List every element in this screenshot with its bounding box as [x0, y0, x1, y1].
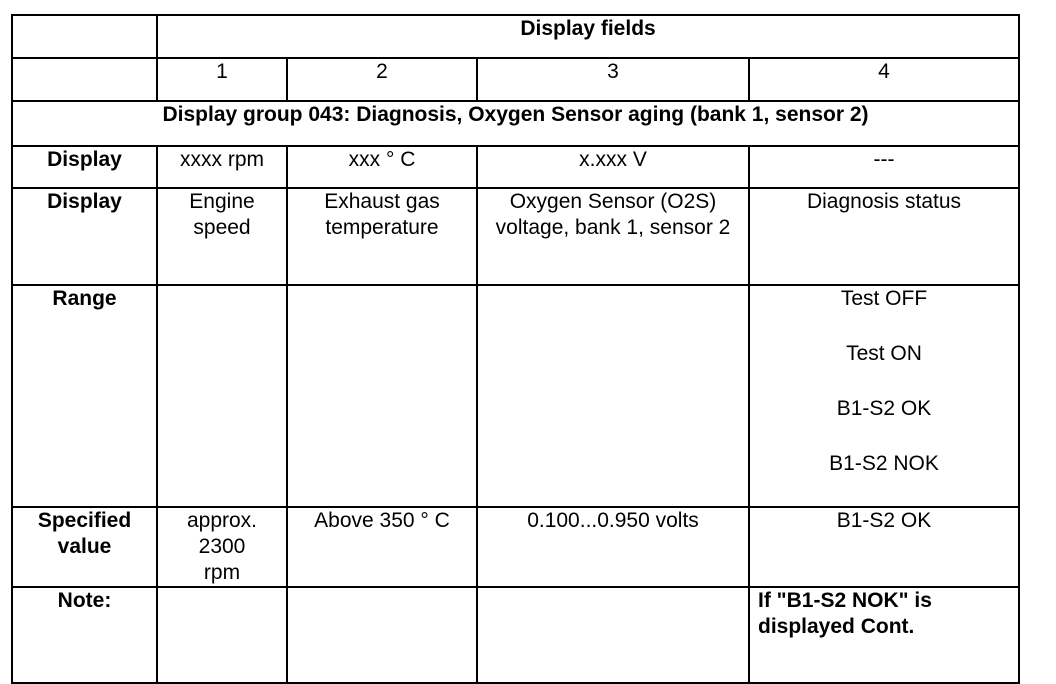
range-values-list	[750, 286, 1018, 506]
range-field-2	[287, 285, 477, 507]
header-row-display-fields	[12, 15, 1019, 58]
display-desc-field-3: Oxygen Sensor (O2S) voltage, bank 1, sensor 2	[477, 188, 749, 285]
display-unit-field-3: x.xxx V	[477, 146, 749, 188]
row-label-range: Range	[12, 285, 157, 507]
specified-value-row	[12, 507, 1019, 587]
range-value-b1-s2-nok: B1-S2 NOK	[829, 452, 939, 475]
row-label-specified-value: Specified value	[12, 507, 157, 587]
display-unit-field-4: ---	[749, 146, 1019, 188]
display-description-row	[12, 188, 1019, 285]
note-field-1	[157, 587, 287, 683]
note-field-4: If "B1-S2 NOK" is displayed Cont.	[749, 587, 1019, 683]
field-number-4: 4	[749, 58, 1019, 101]
note-field-2	[287, 587, 477, 683]
display-units-row	[12, 146, 1019, 188]
range-field-4	[749, 285, 1019, 507]
row-label-note: Note:	[12, 587, 157, 683]
range-value-test-on: Test ON	[846, 342, 922, 365]
specified-field-2: Above 350 ° C	[287, 507, 477, 587]
note-row	[12, 587, 1019, 683]
display-fields-heading: Display fields	[157, 15, 1019, 58]
range-value-b1-s2-ok: B1-S2 OK	[836, 397, 932, 420]
header-row-field-numbers	[12, 58, 1019, 101]
field-number-2: 2	[287, 58, 477, 101]
header-corner-cell	[12, 15, 157, 58]
field-number-3: 3	[477, 58, 749, 101]
display-group-table	[11, 14, 1020, 684]
display-unit-field-2: xxx ° C	[287, 146, 477, 188]
display-desc-field-1: Engine speed	[157, 188, 287, 285]
field-number-1: 1	[157, 58, 287, 101]
group-title: Display group 043: Diagnosis, Oxygen Sensor aging (bank 1, sensor 2)	[12, 101, 1019, 146]
group-title-row	[12, 101, 1019, 146]
specified-field-1: approx. 2300 rpm	[157, 507, 287, 587]
range-field-1	[157, 285, 287, 507]
row-label-display-2: Display	[12, 188, 157, 285]
specified-field-3: 0.100...0.950 volts	[477, 507, 749, 587]
range-row	[12, 285, 1019, 507]
range-field-3	[477, 285, 749, 507]
specified-field-4: B1-S2 OK	[749, 507, 1019, 587]
header-corner-cell-2	[12, 58, 157, 101]
display-unit-field-1: xxxx rpm	[157, 146, 287, 188]
display-desc-field-4: Diagnosis status	[749, 188, 1019, 285]
note-field-3	[477, 587, 749, 683]
range-value-test-off: Test OFF	[840, 287, 928, 310]
row-label-display: Display	[12, 146, 157, 188]
display-desc-field-2: Exhaust gas temperature	[287, 188, 477, 285]
